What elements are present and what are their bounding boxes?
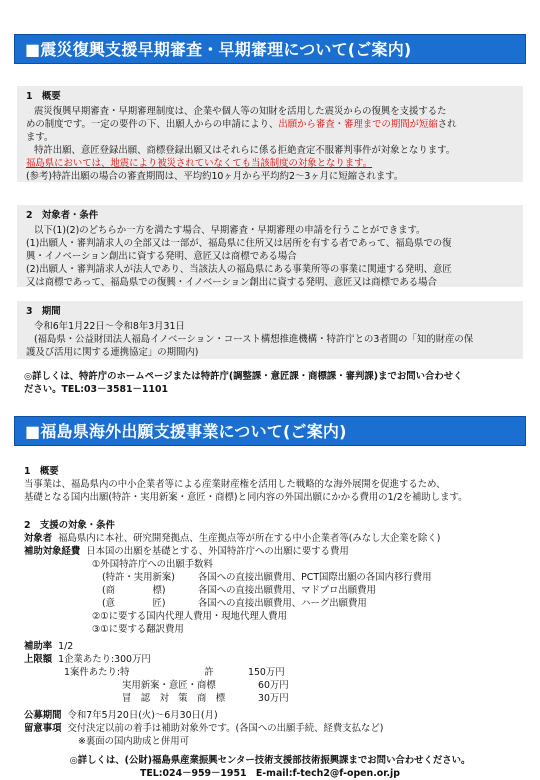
- caution-text: 交付決定以前の着手は補助対象外です。(各国への出願手続、経費支払など): [67, 723, 384, 734]
- subitem-type: (意 匠): [102, 598, 166, 609]
- overview2-text: 基礎となる国内出願(特許・実用新案・意匠・商標)と同内容の外国出願にかかる費用の1/2を補助します。: [24, 492, 468, 503]
- overview-text-part: めの制度です。一定の要件の下、出願人からの申請により、: [26, 119, 279, 130]
- eligibility-text: (2)出願人・審判請求人が法人であり、当該法人の福島県にある事業所等の事業に関連する発明、意匠: [26, 264, 452, 275]
- reference-note: (参考)特許出願の場合の審査期間は、平均約10ヶ月から平均約2～3ヶ月に短縮されます。: [26, 171, 404, 182]
- overview-text: [26, 118, 514, 131]
- period-text: (福島県・公益財団法人福島イノベーション・コースト構想推進機構・特許庁との3者間の「知的財産の保: [34, 334, 474, 345]
- contact-line: ださい。TEL:03－3581－1101: [24, 384, 169, 395]
- support-section: [24, 519, 524, 748]
- public-value: 令和7年5月20日(火)～6月30日(月): [67, 710, 218, 721]
- eligibility-text: 又は商標であって、福島県での復興・イノベーション創出に資する発明、意匠又は商標である場合: [26, 277, 437, 288]
- limit-label: 冒 認 対 策 商 標: [122, 693, 226, 704]
- expense-subitem: [24, 584, 524, 597]
- public-label: 公募期間: [24, 710, 62, 721]
- contact-jpo: [24, 370, 524, 396]
- limit-label: 上限額: [24, 654, 53, 665]
- section2-title-banner: ■福島県海外出願支援事業について(ご案内): [14, 416, 526, 446]
- limit-value: 30万円: [258, 693, 289, 704]
- rate-row: [24, 640, 524, 653]
- expense-item: ①外国特許庁への出願手数料: [92, 559, 213, 570]
- limit-row: [24, 679, 524, 692]
- target-text: 福島県内に本社、研究開発拠点、生産拠点等が所在する中小企業者等(みなし大企業を除く): [58, 533, 441, 544]
- expense-text: 日本国の出願を基礎とする、外国特許庁への出願に要する費用: [86, 546, 349, 557]
- public-period-row: [24, 709, 524, 722]
- caution-label: 留意事項: [24, 723, 62, 734]
- rate-label: 補助率: [24, 641, 53, 652]
- overview-2: [24, 465, 524, 504]
- limit-value: 60万円: [258, 680, 289, 691]
- footer-line: TEL:024－959－1951 E-mail:f-tech2@f-open.or.jp: [140, 768, 400, 779]
- limit-value: 150万円: [248, 667, 285, 678]
- limit-label: 実用新案・意匠・商標: [122, 680, 216, 691]
- expense-label: 補助対象経費: [24, 546, 81, 557]
- target-label: 対象者: [24, 533, 53, 544]
- eligibility-box: [17, 205, 523, 287]
- subitem-text: 各国への直接出願費用、マドプロ出願費用: [198, 585, 376, 596]
- overview-box-1: [17, 86, 523, 182]
- overview2-heading: 1 概要: [24, 466, 59, 477]
- footer-contact: [0, 754, 540, 780]
- period-heading: 3 期間: [26, 306, 61, 317]
- expense-subitem: [24, 571, 524, 584]
- section1-title-banner: ■震災復興支援早期審査・早期審理について(ご案内): [14, 34, 526, 64]
- limit-row: [24, 666, 524, 679]
- caution-row: ※裏面の国内助成と併用可: [78, 736, 189, 747]
- eligibility-text: 興・イノベーション創出に資する発明、意匠又は商標である場合: [26, 251, 297, 262]
- expense-row: [24, 545, 524, 558]
- overview-text: ます。: [26, 132, 54, 143]
- limit-row: [24, 653, 524, 666]
- fukushima-eligibility-note: 福島県においては、地震により被災されていなくても当該制度の対象となります。: [26, 158, 373, 169]
- subitem-type: (特許・実用新案): [102, 572, 175, 583]
- footer-line: ◎詳しくは、(公財)福島県産業振興センター技術支援部技術振興課までお問い合わせください。: [69, 755, 471, 766]
- period-text: 令和6年1月22日～令和8年3月31日: [34, 321, 185, 332]
- subitem-type: (商 標): [102, 585, 166, 596]
- rate-value: 1/2: [58, 641, 74, 652]
- subitem-text: 各国への直接出願費用、PCT国際出願の各国内移行費用: [198, 572, 432, 583]
- limit-row: [24, 692, 524, 705]
- overview-text-part: され: [437, 119, 457, 130]
- expense-item: ②①に要する国内代理人費用・現地代理人費用: [92, 611, 287, 622]
- overview2-text: 当事業は、福島県内の中小企業者等による産業財産権を活用した戦略的な海外展開を促進するため、: [24, 479, 446, 490]
- overview-text: 震災復興早期審査・早期審理制度は、企業や個人等の知財を活用した震災からの復興を支援するた: [34, 106, 447, 117]
- subitem-text: 各国への直接出願費用、ハーグ出願費用: [198, 598, 367, 609]
- period-text: 護及び活用に関する連携協定」の期間内): [26, 347, 199, 358]
- period-box: [17, 301, 523, 359]
- expense-subitem: [24, 597, 524, 610]
- overview-highlight: 出願から審査・審理までの期間が短縮: [278, 119, 438, 130]
- contact-line: ◎詳しくは、特許庁のホームページまたは特許庁(調整課・意匠課・商標課・審判課)までお問い合わせく: [24, 371, 463, 382]
- eligibility-text: (1)出願人・審判請求人の全部又は一部が、福島県に住所又は居所を有する者であって、福島県での復: [26, 238, 452, 249]
- overview-heading: 1 概要: [26, 91, 61, 102]
- limit-label: 1案件あたり:特 許: [64, 667, 214, 678]
- eligibility-text: 以下(1)(2)のどちらか一方を満たす場合、早期審査・早期審理の申請を行うことができます。: [34, 225, 426, 236]
- expense-item: ③①に要する翻訳費用: [92, 624, 184, 635]
- target-row: [24, 532, 524, 545]
- overview-text: 特許出願、意匠登録出願、商標登録出願又はそれらに係る拒絶査定不服審判事件が対象となります。: [34, 145, 456, 156]
- support-heading: 2 支援の対象・条件: [24, 520, 115, 531]
- eligibility-heading: 2 対象者・条件: [26, 210, 99, 221]
- caution-row: [24, 722, 524, 735]
- limit-text: 1企業あたり:300万円: [58, 654, 151, 665]
